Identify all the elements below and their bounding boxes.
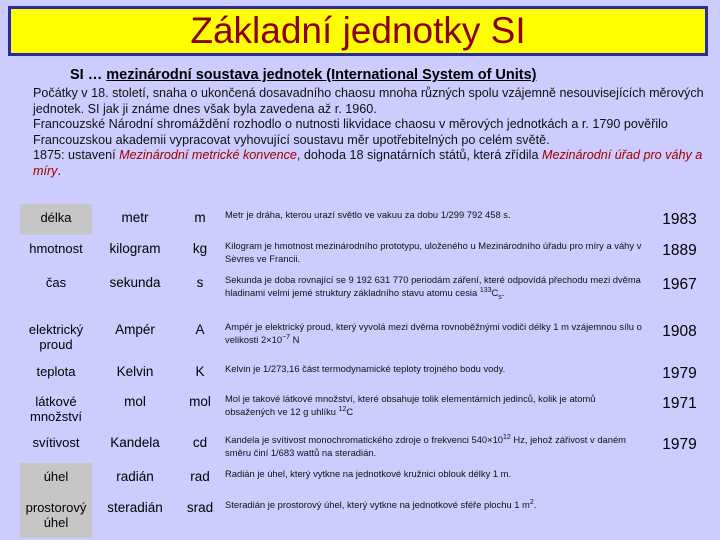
subtitle-prefix: SI … bbox=[70, 67, 107, 83]
definition-text: Steradián je prostorový úhel, který vytkne na jednotkové sféře plochu 1 m bbox=[225, 499, 530, 510]
year-cell: 1979 bbox=[662, 436, 697, 453]
year-cell: 1967 bbox=[662, 276, 697, 293]
definition-cell bbox=[222, 269, 652, 316]
definition-end: C bbox=[346, 405, 354, 417]
quantity-cell: hmotnost bbox=[29, 241, 83, 256]
quantity-cell: čas bbox=[45, 275, 67, 290]
definition-cell: Kelvin je 1/273,16 část termodynamické teploty trojného bodu vody. bbox=[225, 363, 506, 374]
quantity-cell: svítivost bbox=[32, 435, 80, 450]
subtitle bbox=[70, 67, 537, 83]
definition-cell bbox=[222, 429, 652, 463]
intro-text bbox=[33, 86, 713, 180]
quantity-cell: teplota bbox=[36, 364, 76, 379]
definition-end: . bbox=[501, 286, 505, 298]
unit-cell: Kelvin bbox=[116, 364, 154, 379]
definition-end: N bbox=[290, 333, 300, 345]
table-row bbox=[20, 235, 707, 269]
exponent-superscript: −7 bbox=[282, 333, 291, 341]
isotope-superscript: 12 bbox=[338, 405, 347, 413]
exponent-superscript: 12 bbox=[503, 433, 511, 441]
year-cell bbox=[652, 463, 707, 494]
intro-p3-a: 1875: ustavení bbox=[33, 148, 120, 163]
definition-text: Sekunda je doba rovnající se 9 192 631 770 periodám záření, které odpovídá přechodu mezi dvěma hladinami velmi jemé struktury základního stavu atomu cesia bbox=[225, 274, 641, 298]
isotope-superscript: 133 bbox=[479, 286, 492, 294]
unit-cell: radián bbox=[116, 469, 154, 484]
year-cell: 1983 bbox=[662, 211, 697, 228]
table-row bbox=[20, 316, 707, 358]
element-subscript: s bbox=[498, 293, 502, 301]
year-cell: 1889 bbox=[662, 242, 697, 259]
definition-element: C bbox=[491, 286, 499, 298]
table-row bbox=[20, 358, 707, 388]
intro-highlight-convention: Mezinárodní metrické konvence bbox=[119, 148, 297, 163]
intro-p3-b: , dohoda 18 signatárních států, která zřídila bbox=[296, 148, 542, 163]
unit-cell: Ampér bbox=[115, 322, 155, 337]
year-cell bbox=[652, 494, 707, 538]
table-row bbox=[20, 388, 707, 429]
quantity-cell: úhel bbox=[20, 463, 92, 494]
subtitle-underlined: mezinárodní soustava jednotek (International System of Units) bbox=[106, 67, 537, 83]
definition-cell bbox=[222, 316, 652, 358]
table-row bbox=[20, 269, 707, 316]
definition-cell bbox=[222, 494, 652, 538]
year-cell: 1979 bbox=[662, 365, 697, 382]
symbol-cell: s bbox=[196, 275, 204, 290]
table-row bbox=[20, 494, 707, 538]
intro-paragraph-2: Francouzské Národní shromáždění rozhodlo o nutnosti likvidace chaosu v měrových jednotkách a r. 1790 pověřilo Francouzskou akademii vypracovat vyhovující soustavu měr upotřebitelných po celém světě. bbox=[33, 117, 668, 147]
symbol-cell: cd bbox=[192, 435, 208, 450]
definition-text: Kandela je svítivost monochromatického zdroje o frekvenci 540×10 bbox=[225, 434, 504, 445]
table-row bbox=[20, 429, 707, 463]
unit-cell: steradián bbox=[107, 500, 163, 515]
symbol-cell: m bbox=[194, 210, 206, 225]
quantity-cell: délka bbox=[20, 204, 92, 235]
table-row bbox=[20, 204, 707, 235]
intro-paragraph-1: Počátky v 18. století, snaha o ukončená dosavadního chaosu mnoha různých spolu vzájemně nesouvisejících měrových jednotek. SI jak ji známe dnes však byla zavedena až r. 1960. bbox=[33, 86, 704, 116]
table-row bbox=[20, 463, 707, 494]
year-cell: 1908 bbox=[662, 323, 697, 340]
definition-text: Mol je takové látkové množství, které obsahuje tolik elementárních jedinců, kolik je atomů obsažených ve 12 g uhlíku bbox=[225, 393, 596, 417]
symbol-cell: rad bbox=[190, 469, 210, 484]
unit-cell: kilogram bbox=[109, 241, 161, 256]
definition-text: Ampér je elektrický proud, který vyvolá mezi dvěma rovnoběžnými vodiči délky 1 m vzájemnou sílu o velikosti 2×10 bbox=[225, 321, 642, 345]
symbol-cell: srad bbox=[186, 500, 214, 515]
quantity-cell: prostorový úhel bbox=[20, 494, 92, 538]
quantity-cell: látkové množství bbox=[29, 394, 82, 424]
unit-cell: metr bbox=[121, 210, 149, 225]
unit-cell: mol bbox=[124, 394, 146, 409]
title-box bbox=[8, 6, 708, 56]
symbol-cell: mol bbox=[189, 394, 211, 409]
intro-p3-c: . bbox=[57, 163, 61, 178]
si-units-table bbox=[20, 204, 707, 538]
exponent-superscript: 2 bbox=[529, 498, 534, 506]
symbol-cell: A bbox=[195, 322, 205, 337]
unit-cell: Kandela bbox=[110, 435, 160, 450]
page-title: Základní jednotky SI bbox=[190, 10, 526, 51]
symbol-cell: K bbox=[195, 364, 205, 379]
definition-cell bbox=[222, 388, 652, 429]
year-cell: 1971 bbox=[662, 395, 697, 412]
definition-end: Hz, jehož zářivost v daném směru činí 1/683 wattů na steradián. bbox=[225, 434, 626, 458]
definition-end: . bbox=[533, 499, 537, 510]
intro-highlight-bureau: Mezinárodní úřad pro váhy a míry bbox=[33, 148, 703, 178]
symbol-cell: kg bbox=[192, 241, 208, 256]
definition-cell: Kilogram je hmotnost mezinárodního prototypu, uloženého u Mezinárodního úřadu pro míry a váhy v Sèvres ve Francii. bbox=[225, 240, 642, 264]
definition-cell: Radián je úhel, který vytkne na jednotkové kružnici oblouk délky 1 m. bbox=[225, 468, 512, 479]
definition-cell: Metr je dráha, kterou urazí světlo ve vakuu za dobu 1/299 792 458 s. bbox=[225, 209, 511, 220]
unit-cell: sekunda bbox=[109, 275, 161, 290]
quantity-cell: elektrický proud bbox=[28, 322, 84, 352]
